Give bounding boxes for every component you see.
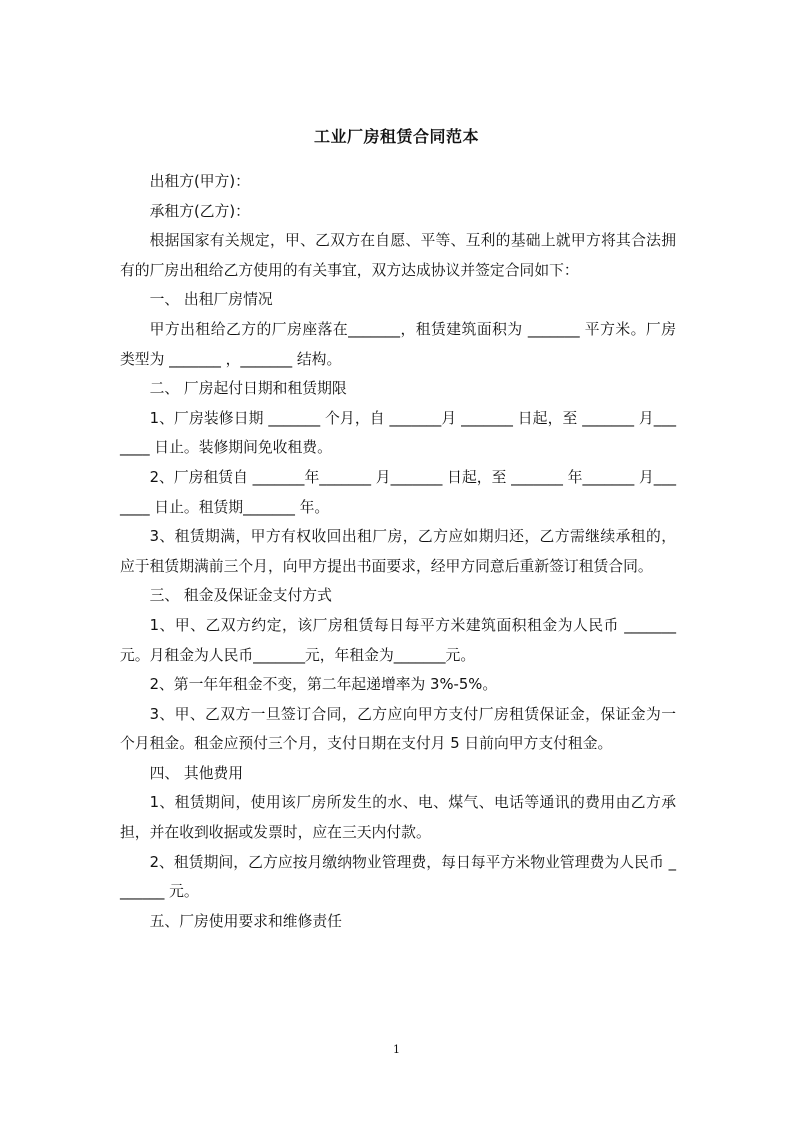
paragraph-rent-amount: 1、甲、乙双方约定，该厂房租赁每日每平方米建筑面积租金为人民币 _______元。月租金为人民币_______元，年租金为_______元。 bbox=[120, 616, 676, 664]
section-heading-3: 三、 租金及保证金支付方式 bbox=[149, 587, 332, 605]
paragraph-deposit: 3、甲、乙双方一旦签订合同，乙方应向甲方支付厂房租赁保证金，保证金为一个月租金。租金应预付三个月，支付日期在支付月 5 日前向甲方支付租金。 bbox=[120, 705, 676, 753]
paragraph-lessee: 承租方(乙方)： bbox=[149, 202, 250, 220]
section-heading-4: 四、 其他费用 bbox=[149, 764, 244, 782]
document-body bbox=[120, 167, 676, 936]
paragraph-factory-details: 甲方出租给乙方的厂房座落在_______，租赁建筑面积为 _______ 平方米。厂房类型为 _______ ，_______ 结构。 bbox=[120, 320, 676, 368]
paragraph-lease-period: 2、厂房租赁自 _______年_______ 月_______ 日起，至 _______ 年_______ 月_______ 日止。租赁期_______ 年。 bbox=[120, 468, 676, 516]
section-heading-5: 五、厂房使用要求和维修责任 bbox=[149, 912, 342, 930]
paragraph-utilities: 1、租赁期间，使用该厂房所发生的水、电、煤气、电话等通讯的费用由乙方承担，并在收到收据或发票时，应在三天内付款。 bbox=[120, 794, 676, 842]
document-title: 工业厂房租赁合同范本 bbox=[313, 127, 479, 146]
paragraph-property-fee: 2、租赁期间，乙方应按月缴纳物业管理费，每日每平方米物业管理费为人民币 _______ 元。 bbox=[120, 853, 676, 901]
page-number: 1 bbox=[393, 1043, 400, 1056]
paragraph-rent-increase: 2、第一年年租金不变，第二年起递增率为 3%-5%。 bbox=[149, 676, 498, 694]
paragraph-lessor: 出租方(甲方)： bbox=[149, 173, 250, 190]
paragraph-lease-expiry: 3、租赁期满，甲方有权收回出租厂房，乙方应如期归还，乙方需继续承租的，应于租赁期满前三个月，向甲方提出书面要求，经甲方同意后重新签订租赁合同。 bbox=[120, 528, 676, 575]
section-heading-2: 二、 厂房起付日期和租赁期限 bbox=[149, 380, 347, 398]
section-heading-1: 一、 出租厂房情况 bbox=[149, 291, 273, 309]
paragraph-renovation-period: 1、厂房装修日期 _______ 个月，自 _______月 _______ 日起，至 _______ 月_______ 日止。装修期间免收租费。 bbox=[120, 409, 676, 457]
paragraph-preamble: 根据国家有关规定，甲、乙双方在自愿、平等、互利的基础上就甲方将其合法拥有的厂房出租给乙方使用的有关事宜，双方达成协议并签定合同如下： bbox=[120, 232, 676, 279]
